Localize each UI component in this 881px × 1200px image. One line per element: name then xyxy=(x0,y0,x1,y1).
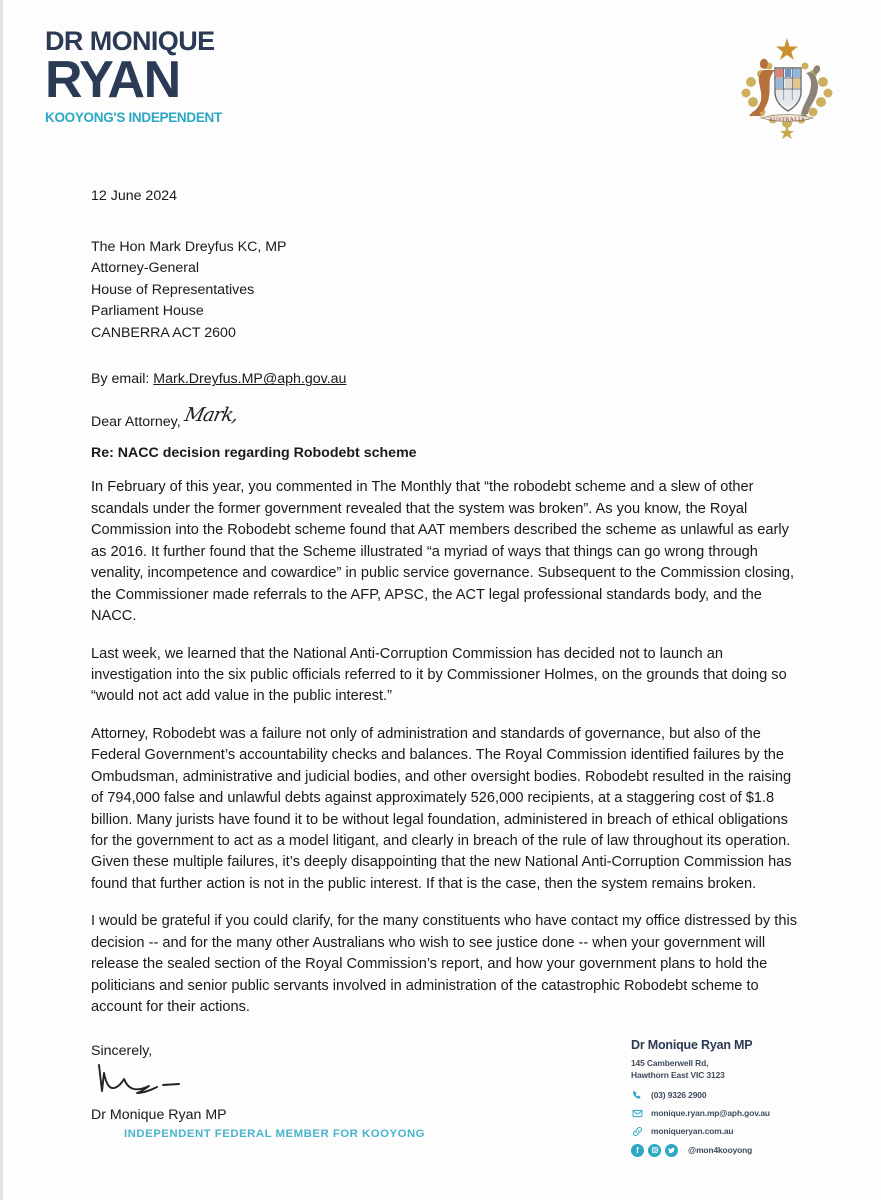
letter-content xyxy=(91,186,797,1123)
phone-icon xyxy=(631,1089,644,1102)
footer-email-row xyxy=(631,1107,846,1120)
letter-paragraph-1: In February of this year, you commented in The Monthly that “the robodebt scheme and a slew of other scandals under the former government revealed that the system was broken”. As you know, the Royal Commission into the Robodebt scheme found that AAT members described the scheme as unlawful as early as 2016. It further found that the Scheme illustrated “a myriad of ways that things can go wrong through venality, incompetence and cowardice” in public service governance. Subsequent to the Commission closing, the Commissioner made referrals to the AFP, APSC, the ACT legal professional standards body, and the NACC. xyxy=(91,479,795,625)
letter-paragraph-3: Attorney, Robodebt was a failure not only of administration and standards of governance, but also of the Federal Government’s accountability checks and balances. The Royal Commission identified failures by the Ombudsman, administrative and judicial bodies, and other oversight bodies. Robodebt resulted in the raising of 794,000 false and unlawful debts against approximately 526,000 recipients, at a staggering cost of $1.8 billion. Many jurists have found it to be without legal foundation, administered in breach of ethical obligations for the government to act as a model litigant, and clearly in breach of the rule of law throughout its operation. Given these multiple failures, it’s deeply disappointing that the new National Anti-Corruption Commission has found that further action is not in the public interest. If that is the case, then the system remains broken. xyxy=(91,725,792,892)
recipient-line-4: Parliament House xyxy=(91,303,204,320)
footer-website[interactable]: moniqueryan.com.au xyxy=(651,1126,734,1137)
letter-signoff: Sincerely, xyxy=(91,1042,153,1059)
footer-website-row xyxy=(631,1125,846,1138)
footer-email[interactable]: monique.ryan.mp@aph.gov.au xyxy=(651,1108,770,1119)
facebook-icon[interactable]: f xyxy=(631,1144,644,1157)
footer-social-handle[interactable]: @mon4kooyong xyxy=(688,1145,753,1156)
footer-phone-row xyxy=(631,1089,846,1102)
letter-subject: Re: NACC decision regarding Robodebt scheme xyxy=(91,445,417,462)
handwritten-signature-icon xyxy=(93,1061,213,1101)
footer-address xyxy=(631,1058,846,1082)
recipient-email-link[interactable]: Mark.Dreyfus.MP@aph.gov.au xyxy=(153,371,347,388)
footer-contact-block xyxy=(631,1038,846,1157)
link-icon xyxy=(631,1125,644,1138)
handwritten-salutation: Mark, xyxy=(182,404,240,427)
letterhead-tagline: KOOYONG'S INDEPENDENT xyxy=(45,109,222,125)
footer-banner-text: INDEPENDENT FEDERAL MEMBER FOR KOOYONG xyxy=(124,1128,426,1140)
salutation xyxy=(91,404,797,431)
recipient-line-3: House of Representatives xyxy=(91,281,255,298)
footer-phone[interactable]: (03) 9326 2900 xyxy=(651,1090,707,1101)
letter-paragraph-2: Last week, we learned that the National Anti-Corruption Commission has decided not to launch an investigation into the six public officials referred to it by Commissioner Holmes, on the grounds that doing so “would not act add value in the public interest.” xyxy=(91,645,787,705)
letterhead-line-2: RYAN xyxy=(45,51,180,109)
recipient-line-5: CANBERRA ACT 2600 xyxy=(91,324,236,341)
svg-text:AUSTRALIA: AUSTRALIA xyxy=(768,117,806,123)
instagram-icon[interactable] xyxy=(648,1144,661,1157)
recipient-address xyxy=(91,237,797,345)
recipient-line-2: Attorney-General xyxy=(91,260,200,277)
letterhead-line-1: DR MONIQUE xyxy=(45,26,215,56)
twitter-icon[interactable] xyxy=(665,1144,678,1157)
salutation-text: Dear Attorney, xyxy=(91,414,181,431)
footer-address-line-2: Hawthorn East VIC 3123 xyxy=(631,1069,725,1080)
letterhead-logo xyxy=(45,28,285,125)
australian-coat-of-arms-icon xyxy=(731,30,843,142)
footer-social-row xyxy=(631,1144,846,1157)
letter-date: 12 June 2024 xyxy=(91,188,177,204)
letter-paragraph-4: I would be grateful if you could clarify, for the many constituents who have contact my office distressed by this decision -- and for the many other Australians who wish to see justice done -- when your government will release the sealed section of the Royal Commission’s report, and how your government plans to hold the politicians and senior public servants involved in administration of the catastrophic Robodebt scheme to account for their actions. xyxy=(91,913,797,1016)
footer-contact-name: Dr Monique Ryan MP xyxy=(631,1038,753,1052)
signer-name: Dr Monique Ryan MP xyxy=(91,1106,227,1123)
envelope-icon xyxy=(631,1107,644,1120)
recipient-line-1: The Hon Mark Dreyfus KC, MP xyxy=(91,238,287,255)
by-email-line xyxy=(91,371,797,387)
footer-address-line-1: 145 Camberwell Rd, xyxy=(631,1058,709,1068)
by-email-label: By email: xyxy=(91,371,154,388)
